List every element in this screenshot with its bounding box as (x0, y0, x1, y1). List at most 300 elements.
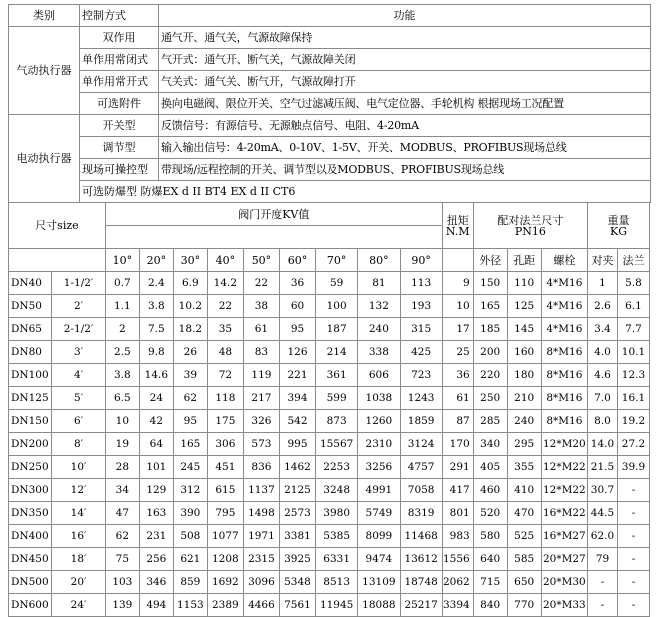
kv-cell: 119 (243, 364, 279, 387)
kv-cell: 26 (173, 341, 207, 364)
kv-cell: 101 (139, 456, 173, 479)
flange-standard: PN16 (514, 224, 546, 238)
kv-cell: 1153 (173, 594, 207, 617)
kv-cell: 38 (243, 295, 279, 318)
flanged-weight-cell: 27.2 (617, 433, 649, 456)
size-header-spacer (9, 249, 106, 272)
torque-label: 扭矩 (446, 213, 469, 227)
wafer-weight-cell: 7.0 (588, 387, 618, 410)
wafer-weight-cell: 1 (588, 272, 618, 295)
torque-cell: 983 (442, 525, 473, 548)
control-label: 单作用常闭式 (80, 49, 159, 71)
dn-cell: DN40 (9, 272, 52, 295)
kv-cell: 8513 (316, 571, 358, 594)
flanged-weight-cell: - (617, 594, 649, 617)
hole-distance-header: 孔距 (507, 249, 541, 272)
kv-cell: 7058 (400, 479, 442, 502)
wafer-weight-cell: 2.6 (588, 295, 618, 318)
inch-cell: 6′ (52, 410, 106, 433)
kv-cell: 39 (173, 364, 207, 387)
kv-cell: 10.2 (173, 295, 207, 318)
kv-cell: 103 (105, 571, 139, 594)
pneumatic-row (9, 93, 651, 115)
kv-cell: 193 (400, 295, 442, 318)
hole-distance-cell: 525 (507, 525, 541, 548)
kv-cell: 15567 (316, 433, 358, 456)
flange-label: 配对法兰尺寸 (497, 213, 564, 227)
kv-cell: 7.5 (139, 318, 173, 341)
inch-cell: 4′ (52, 364, 106, 387)
bolt-cell: 8*M16 (541, 387, 587, 410)
flanged-weight-cell: 16.1 (617, 387, 649, 410)
torque-cell: 3394 (442, 594, 473, 617)
kv-header-spacer (105, 226, 442, 249)
kv-cell: 95 (173, 410, 207, 433)
inch-cell: 16′ (52, 525, 106, 548)
kv-cell: 2315 (243, 548, 279, 571)
angle-header: 50° (243, 249, 279, 272)
kv-cell: 2253 (316, 456, 358, 479)
electric-row (9, 115, 651, 137)
kv-cell: 1243 (400, 387, 442, 410)
wafer-weight-cell: 30.7 (588, 479, 618, 502)
kv-cell: 1692 (207, 571, 243, 594)
kv-cell: 47 (105, 502, 139, 525)
kv-cell: 3096 (243, 571, 279, 594)
dn-cell: DN200 (9, 433, 52, 456)
function-text: 输入输出信号：4-20mA、0-10V、1-5V、开关、MODBUS、PROFIBUS现场总线 (159, 137, 651, 159)
kv-cell: 24 (139, 387, 173, 410)
bolt-cell: 4*M16 (541, 318, 587, 341)
kv-cell: 62 (173, 387, 207, 410)
kv-cell: 217 (243, 387, 279, 410)
hole-distance-cell: 125 (507, 295, 541, 318)
kv-cell: 25217 (400, 594, 442, 617)
wafer-weight-cell: 44.5 (588, 502, 618, 525)
table-row (9, 571, 650, 594)
function-text: 通气开、通气关，气源故障保持 (159, 27, 651, 49)
outer-diameter-cell: 715 (473, 571, 507, 594)
kv-cell: 221 (279, 364, 315, 387)
table-row (9, 387, 650, 410)
kv-cell: 83 (243, 341, 279, 364)
wafer-weight-cell: 62.0 (588, 525, 618, 548)
kv-cell: 606 (358, 364, 400, 387)
kv-cell: 859 (173, 571, 207, 594)
angle-header-row (9, 249, 650, 272)
hole-distance-cell: 355 (507, 456, 541, 479)
kv-cell: 14.2 (207, 272, 243, 295)
dn-cell: DN600 (9, 594, 52, 617)
kv-cell: 139 (105, 594, 139, 617)
bolt-cell: 20*M27 (541, 548, 587, 571)
wafer-weight-cell: 4.0 (588, 341, 618, 364)
kv-cell: 5385 (316, 525, 358, 548)
wafer-weight-cell: - (588, 571, 618, 594)
flange-header (473, 203, 587, 249)
flanged-weight-cell: - (617, 502, 649, 525)
kv-cell: 2389 (207, 594, 243, 617)
wafer-weight-header: 对夹 (588, 249, 618, 272)
kv-cell: 4991 (358, 479, 400, 502)
control-label: 单作用常开式 (80, 71, 159, 93)
kv-cell: 9.8 (139, 341, 173, 364)
flanged-weight-cell: - (617, 479, 649, 502)
kv-cell: 621 (173, 548, 207, 571)
torque-cell: 61 (442, 387, 473, 410)
hole-distance-cell: 180 (507, 364, 541, 387)
angle-header: 40° (207, 249, 243, 272)
hole-distance-cell: 470 (507, 502, 541, 525)
kv-cell: 42 (139, 410, 173, 433)
angle-header: 10° (105, 249, 139, 272)
control-label: 可选附件 (80, 93, 159, 115)
category-header: 类别 (9, 5, 80, 27)
kv-cell: 361 (316, 364, 358, 387)
function-header: 功能 (159, 5, 651, 27)
pneumatic-row (9, 49, 651, 71)
flanged-weight-header: 法兰 (617, 249, 649, 272)
kv-cell: 118 (207, 387, 243, 410)
inch-cell: 12′ (52, 479, 106, 502)
outer-diameter-cell: 200 (473, 341, 507, 364)
dn-cell: DN100 (9, 364, 52, 387)
table-row (9, 433, 650, 456)
dn-cell: DN65 (9, 318, 52, 341)
kv-cell: 9474 (358, 548, 400, 571)
table-row (9, 295, 650, 318)
outer-diameter-cell: 840 (473, 594, 507, 617)
outer-diameter-cell: 405 (473, 456, 507, 479)
kv-cell: 129 (139, 479, 173, 502)
table-row (9, 410, 650, 433)
kv-cell: 4757 (400, 456, 442, 479)
kv-cell: 75 (105, 548, 139, 571)
kv-cell: 2.4 (139, 272, 173, 295)
torque-unit: N.M (445, 224, 470, 238)
inch-cell: 1-1/2′ (52, 272, 106, 295)
dn-cell: DN150 (9, 410, 52, 433)
control-label: 现场可操控型 (80, 159, 159, 181)
bolt-cell: 16*M27 (541, 525, 587, 548)
kv-cell: 2125 (279, 479, 315, 502)
kv-cell: 723 (400, 364, 442, 387)
inch-cell: 3′ (52, 341, 106, 364)
explosion-proof-option: 可选防爆型 防爆EX d II BT4 EX d II CT6 (80, 181, 651, 203)
flanged-weight-cell: 19.2 (617, 410, 649, 433)
kv-cell: 1971 (243, 525, 279, 548)
kv-cell: 18748 (400, 571, 442, 594)
flanged-weight-cell: - (617, 525, 649, 548)
kv-cell: 836 (243, 456, 279, 479)
outer-diameter-cell: 580 (473, 525, 507, 548)
inch-cell: 2-1/2′ (52, 318, 106, 341)
kv-table-header (9, 203, 650, 226)
kv-cell: 14.6 (139, 364, 173, 387)
outer-diameter-cell: 150 (473, 272, 507, 295)
kv-cell: 13109 (358, 571, 400, 594)
bolt-cell: 20*M30 (541, 571, 587, 594)
kv-cell: 451 (207, 456, 243, 479)
dn-cell: DN350 (9, 502, 52, 525)
kv-cell: 256 (139, 548, 173, 571)
kv-cell: 2573 (279, 502, 315, 525)
outer-diameter-cell: 185 (473, 318, 507, 341)
kv-cell: 508 (173, 525, 207, 548)
kv-cell: 8099 (358, 525, 400, 548)
kv-cell: 7561 (279, 594, 315, 617)
table-row (9, 548, 650, 571)
weight-unit: KG (610, 224, 628, 238)
inch-cell: 20′ (52, 571, 106, 594)
hole-distance-cell: 160 (507, 341, 541, 364)
kv-cell: 315 (400, 318, 442, 341)
control-label: 双作用 (80, 27, 159, 49)
bolt-cell: 12*M20 (541, 433, 587, 456)
flanged-weight-cell: 6.1 (617, 295, 649, 318)
torque-cell: 801 (442, 502, 473, 525)
electric-row (9, 181, 651, 203)
torque-cell: 36 (442, 364, 473, 387)
kv-cell: 3256 (358, 456, 400, 479)
kv-cell: 1.1 (105, 295, 139, 318)
kv-cell: 3980 (316, 502, 358, 525)
kv-cell: 34 (105, 479, 139, 502)
dn-cell: DN400 (9, 525, 52, 548)
kv-cell: 81 (358, 272, 400, 295)
kv-cell: 6331 (316, 548, 358, 571)
kv-cell: 132 (358, 295, 400, 318)
dn-cell: DN300 (9, 479, 52, 502)
kv-cell: 231 (139, 525, 173, 548)
kv-cell: 11468 (400, 525, 442, 548)
kv-cell: 494 (139, 594, 173, 617)
kv-cell: 2.5 (105, 341, 139, 364)
kv-cell: 5749 (358, 502, 400, 525)
wafer-weight-cell: 21.5 (588, 456, 618, 479)
kv-cell: 3.8 (139, 295, 173, 318)
flanged-weight-cell: 7.7 (617, 318, 649, 341)
inch-cell: 14′ (52, 502, 106, 525)
kv-cell: 28 (105, 456, 139, 479)
wafer-weight-cell: - (588, 594, 618, 617)
wafer-weight-cell: 8.0 (588, 410, 618, 433)
kv-cell: 11945 (316, 594, 358, 617)
kv-cell: 1498 (243, 502, 279, 525)
kv-cell: 163 (139, 502, 173, 525)
kv-cell: 4466 (243, 594, 279, 617)
kv-cell: 995 (279, 433, 315, 456)
torque-cell: 291 (442, 456, 473, 479)
kv-cell: 573 (243, 433, 279, 456)
inch-cell: 2′ (52, 295, 106, 318)
function-text: 气开式：通气开、断气关，气源故障关闭 (159, 49, 651, 71)
hole-distance-cell: 210 (507, 387, 541, 410)
outer-diameter-cell: 460 (473, 479, 507, 502)
outer-diameter-cell: 285 (473, 410, 507, 433)
kv-cell: 1208 (207, 548, 243, 571)
pneumatic-category: 气动执行器 (9, 27, 80, 115)
wafer-weight-cell: 14.0 (588, 433, 618, 456)
outer-diameter-cell: 340 (473, 433, 507, 456)
bolt-cell: 12*M22 (541, 456, 587, 479)
kv-cell: 165 (173, 433, 207, 456)
torque-header-spacer (442, 249, 473, 272)
electric-category: 电动执行器 (9, 115, 80, 203)
control-table-header (9, 5, 651, 27)
outer-diameter-cell: 640 (473, 548, 507, 571)
torque-cell: 25 (442, 341, 473, 364)
kv-cell: 306 (207, 433, 243, 456)
kv-cell: 245 (173, 456, 207, 479)
bolt-cell: 8*M16 (541, 364, 587, 387)
kv-cell: 1077 (207, 525, 243, 548)
kv-cell: 394 (279, 387, 315, 410)
kv-cell: 36 (279, 272, 315, 295)
kv-cell: 6.9 (173, 272, 207, 295)
function-text: 气关式：通气关、断气开，气源故障打开 (159, 71, 651, 93)
wafer-weight-cell: 79 (588, 548, 618, 571)
kv-cell: 95 (279, 318, 315, 341)
bolt-cell: 4*M16 (541, 295, 587, 318)
control-label: 调节型 (80, 137, 159, 159)
pneumatic-row (9, 27, 651, 49)
kv-cell: 64 (139, 433, 173, 456)
kv-cell: 61 (243, 318, 279, 341)
hole-distance-cell: 110 (507, 272, 541, 295)
kv-cell: 3381 (279, 525, 315, 548)
electric-row (9, 137, 651, 159)
pneumatic-row (9, 71, 651, 93)
bolt-cell: 4*M16 (541, 272, 587, 295)
kv-table (8, 202, 650, 617)
kv-cell: 346 (139, 571, 173, 594)
outer-diameter-cell: 165 (473, 295, 507, 318)
outer-diameter-cell: 250 (473, 387, 507, 410)
kv-cell: 175 (207, 410, 243, 433)
kv-cell: 18.2 (173, 318, 207, 341)
kv-cell: 2310 (358, 433, 400, 456)
function-text: 换向电磁阀、限位开关、空气过滤减压阀、电气定位器、手轮机构 根据现场工况配置 (159, 93, 651, 115)
angle-header: 30° (173, 249, 207, 272)
kv-cell: 1038 (358, 387, 400, 410)
hole-distance-cell: 650 (507, 571, 541, 594)
kv-cell: 1859 (400, 410, 442, 433)
torque-cell: 17 (442, 318, 473, 341)
kv-cell: 1462 (279, 456, 315, 479)
kv-cell: 615 (207, 479, 243, 502)
angle-header: 70° (316, 249, 358, 272)
kv-cell: 338 (358, 341, 400, 364)
flanged-weight-cell: 5.8 (617, 272, 649, 295)
kv-cell: 35 (207, 318, 243, 341)
kv-cell: 599 (316, 387, 358, 410)
wafer-weight-cell: 3.4 (588, 318, 618, 341)
torque-cell: 10 (442, 295, 473, 318)
dn-cell: DN250 (9, 456, 52, 479)
kv-cell: 3248 (316, 479, 358, 502)
kv-cell: 2 (105, 318, 139, 341)
weight-header (588, 203, 650, 249)
kv-cell: 1137 (243, 479, 279, 502)
kv-cell: 795 (207, 502, 243, 525)
dn-cell: DN500 (9, 571, 52, 594)
torque-cell: 9 (442, 272, 473, 295)
dn-cell: DN125 (9, 387, 52, 410)
electric-row (9, 159, 651, 181)
hole-distance-cell: 770 (507, 594, 541, 617)
kv-cell: 22 (207, 295, 243, 318)
bolt-cell: 8*M16 (541, 410, 587, 433)
kv-cell: 60 (279, 295, 315, 318)
outer-diameter-header: 外径 (473, 249, 507, 272)
kv-cell: 5348 (279, 571, 315, 594)
table-row (9, 456, 650, 479)
kv-cell: 59 (316, 272, 358, 295)
hole-distance-cell: 240 (507, 410, 541, 433)
kv-cell: 390 (173, 502, 207, 525)
torque-cell: 417 (442, 479, 473, 502)
kv-cell: 0.7 (105, 272, 139, 295)
table-row (9, 525, 650, 548)
hole-distance-cell: 295 (507, 433, 541, 456)
outer-diameter-cell: 220 (473, 364, 507, 387)
control-label: 开关型 (80, 115, 159, 137)
function-text: 带现场/远程控制的开关、调节型以及MODBUS、PROFIBUS现场总线 (159, 159, 651, 181)
inch-cell: 8′ (52, 433, 106, 456)
kv-cell: 19 (105, 433, 139, 456)
dn-cell: DN50 (9, 295, 52, 318)
bolt-cell: 16*M22 (541, 502, 587, 525)
dn-cell: DN450 (9, 548, 52, 571)
table-row (9, 341, 650, 364)
kv-cell: 22 (243, 272, 279, 295)
control-header: 控制方式 (80, 5, 159, 27)
inch-cell: 10′ (52, 456, 106, 479)
angle-header: 80° (358, 249, 400, 272)
kv-cell: 3.8 (105, 364, 139, 387)
bolt-cell: 20*M33 (541, 594, 587, 617)
torque-cell: 1556 (442, 548, 473, 571)
table-row (9, 364, 650, 387)
wafer-weight-cell: 4.6 (588, 364, 618, 387)
bolt-header: 螺栓 (541, 249, 587, 272)
kv-cell: 13612 (400, 548, 442, 571)
kv-cell: 240 (358, 318, 400, 341)
kv-cell: 3124 (400, 433, 442, 456)
kv-cell: 187 (316, 318, 358, 341)
torque-cell: 170 (442, 433, 473, 456)
flanged-weight-cell: - (617, 571, 649, 594)
table-row (9, 594, 650, 617)
angle-header: 60° (279, 249, 315, 272)
torque-cell: 87 (442, 410, 473, 433)
flanged-weight-cell: 12.3 (617, 364, 649, 387)
table-row (9, 318, 650, 341)
angle-header: 20° (139, 249, 173, 272)
table-row (9, 272, 650, 295)
table-row (9, 479, 650, 502)
kv-cell: 113 (400, 272, 442, 295)
control-table (8, 4, 651, 203)
kv-cell: 18088 (358, 594, 400, 617)
torque-cell: 2062 (442, 571, 473, 594)
kv-cell: 326 (243, 410, 279, 433)
kv-cell: 72 (207, 364, 243, 387)
flanged-weight-cell: 10.1 (617, 341, 649, 364)
dn-cell: DN80 (9, 341, 52, 364)
kv-cell: 425 (400, 341, 442, 364)
